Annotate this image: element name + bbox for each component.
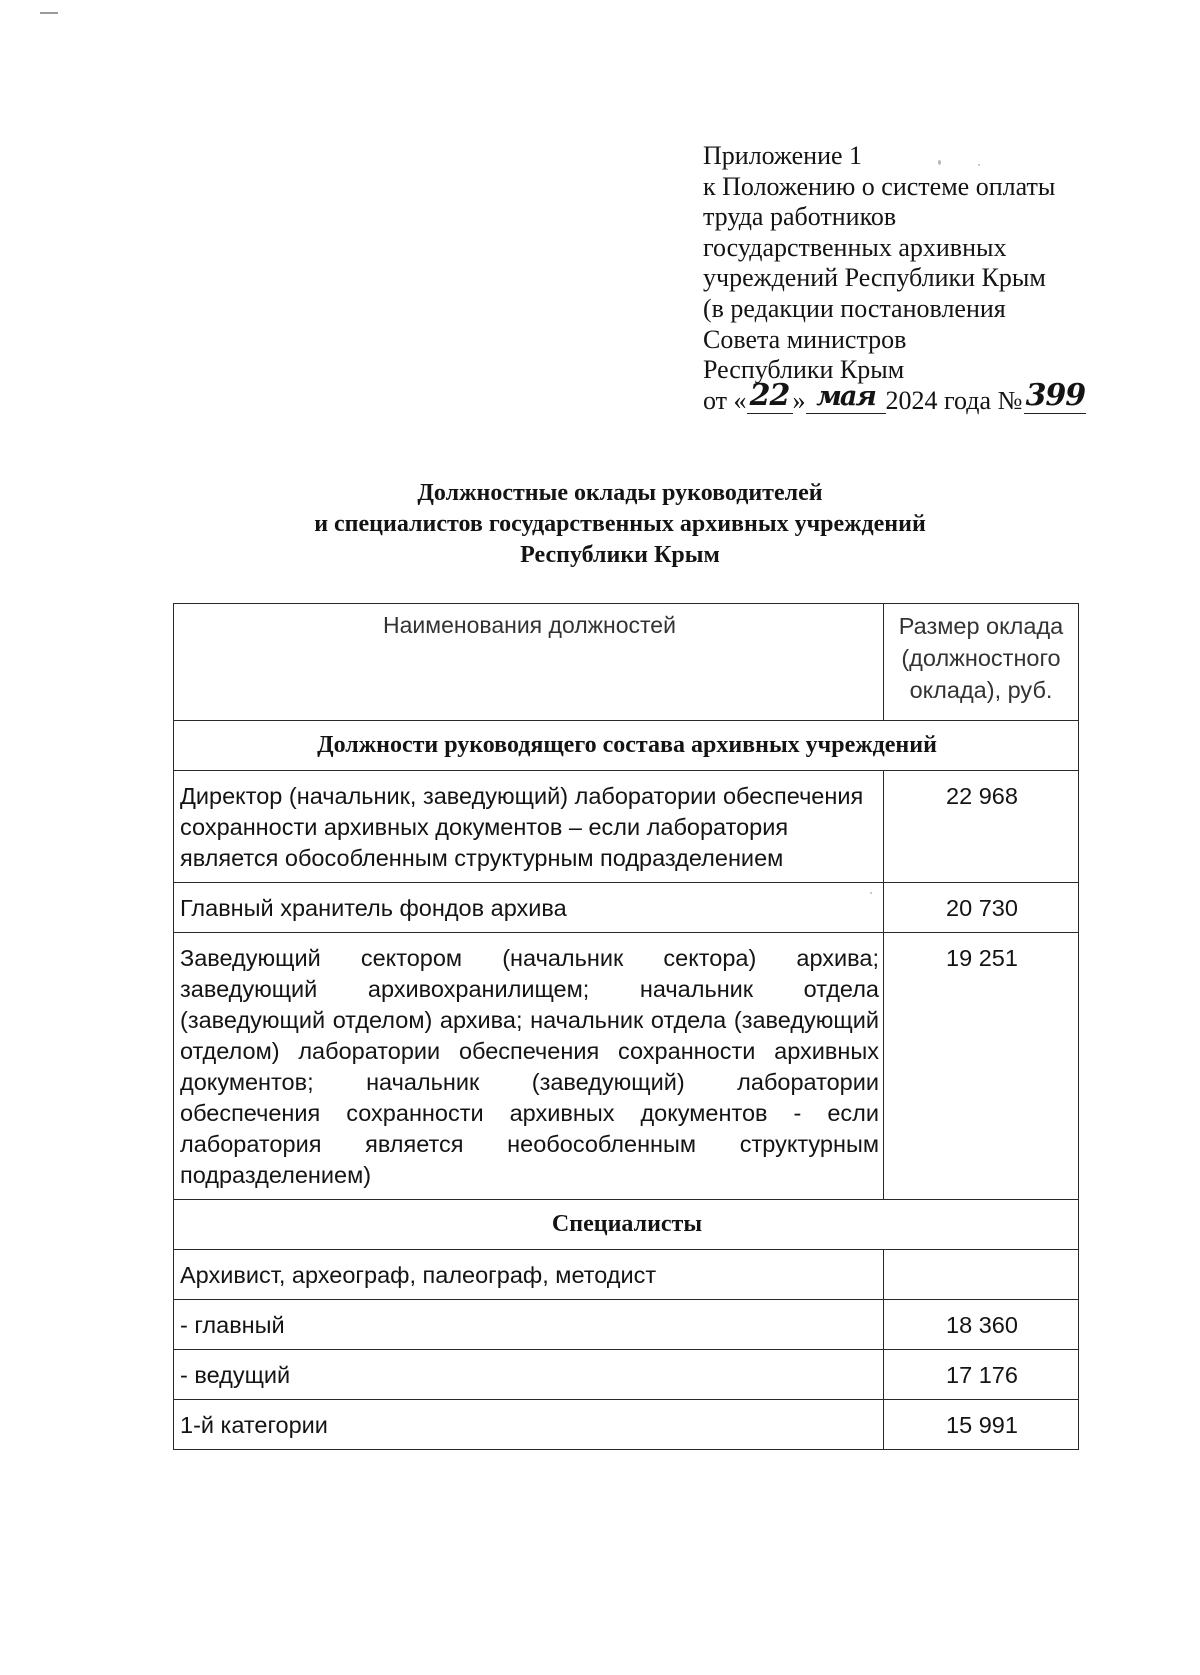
salary-value: 18 360 xyxy=(884,1300,1079,1350)
table-row xyxy=(174,933,1079,1200)
scan-corner-mark xyxy=(40,12,58,14)
table-row xyxy=(174,1250,1079,1300)
appendix-line: Совета министров xyxy=(703,324,907,354)
handwritten-doc-number: 399 xyxy=(1025,377,1086,413)
salary-value: 17 176 xyxy=(884,1350,1079,1400)
section-title-specialists: Специалисты xyxy=(174,1200,1079,1250)
appendix-header xyxy=(703,141,1123,416)
title-line: Должностные оклады руководителей xyxy=(417,480,823,506)
position-name: Архивист, археограф, палеограф, методист xyxy=(174,1250,884,1300)
position-name: - ведущий xyxy=(174,1350,884,1400)
document-title xyxy=(170,478,1070,571)
salary-value: 20 730 xyxy=(884,883,1079,933)
date-suffix: 2024 года № xyxy=(885,385,1023,415)
appendix-line: (в редакции постановления xyxy=(703,293,1006,323)
column-header-position: Наименования должностей xyxy=(174,604,884,721)
salary-value: 22 968 xyxy=(884,771,1079,883)
table-row xyxy=(174,771,1079,883)
section-title-management: Должности руководящего состава архивных учреждений xyxy=(174,721,1079,771)
section-row xyxy=(174,721,1079,771)
salary-value: 15 991 xyxy=(884,1400,1079,1450)
handwritten-day: 22 xyxy=(749,377,790,413)
table-row xyxy=(174,883,1079,933)
position-name: 1-й категории xyxy=(174,1400,884,1450)
doc-number-blank xyxy=(1024,377,1086,414)
appendix-line: Приложение 1 xyxy=(703,141,863,170)
table-row xyxy=(174,1350,1079,1400)
table-row xyxy=(174,1300,1079,1350)
date-month-blank xyxy=(806,380,886,414)
appendix-line: к Положению о системе оплаты xyxy=(703,171,1056,201)
position-name: Главный хранитель фондов архива xyxy=(174,883,884,933)
position-name: Заведующий сектором (начальник сектора) архива; заведующий архивохранилищем; начальник отдела (заведующий отделом) архива; начальник отдела (заведующий отделом) лаборатории обеспечения сохранности архивных документов; начальник (заведующий) лаборатории обеспечения сохранности архивных документов - если лаборатория является необособленным структурным подразделением) xyxy=(174,933,884,1200)
title-line: и специалистов государственных архивных учреждений xyxy=(314,511,926,537)
date-day-blank xyxy=(747,377,793,414)
handwritten-month: мая xyxy=(816,380,875,412)
date-prefix: от « xyxy=(703,385,747,415)
appendix-line: учреждений Республики Крым xyxy=(703,263,1046,293)
section-row xyxy=(174,1200,1079,1250)
salary-value xyxy=(884,1250,1079,1300)
position-name: - главный xyxy=(174,1300,884,1350)
table-header-row xyxy=(174,604,1079,721)
column-header-salary: Размер оклада (должностного оклада), руб. xyxy=(884,604,1079,721)
appendix-line: государственных архивных xyxy=(703,232,1007,262)
table-row xyxy=(174,1400,1079,1450)
position-name: Директор (начальник, заведующий) лаборатории обеспечения сохранности архивных документов – если лаборатория является обособленным структурным подразделением xyxy=(174,771,884,883)
title-line: Республики Крым xyxy=(520,542,720,568)
resolution-date-line xyxy=(703,377,1123,417)
salary-value: 19 251 xyxy=(884,933,1079,1200)
appendix-line: Республики Крым xyxy=(703,355,905,385)
salary-table xyxy=(173,603,1079,1450)
appendix-line: труда работников xyxy=(703,202,897,232)
date-mid: » xyxy=(792,385,806,415)
